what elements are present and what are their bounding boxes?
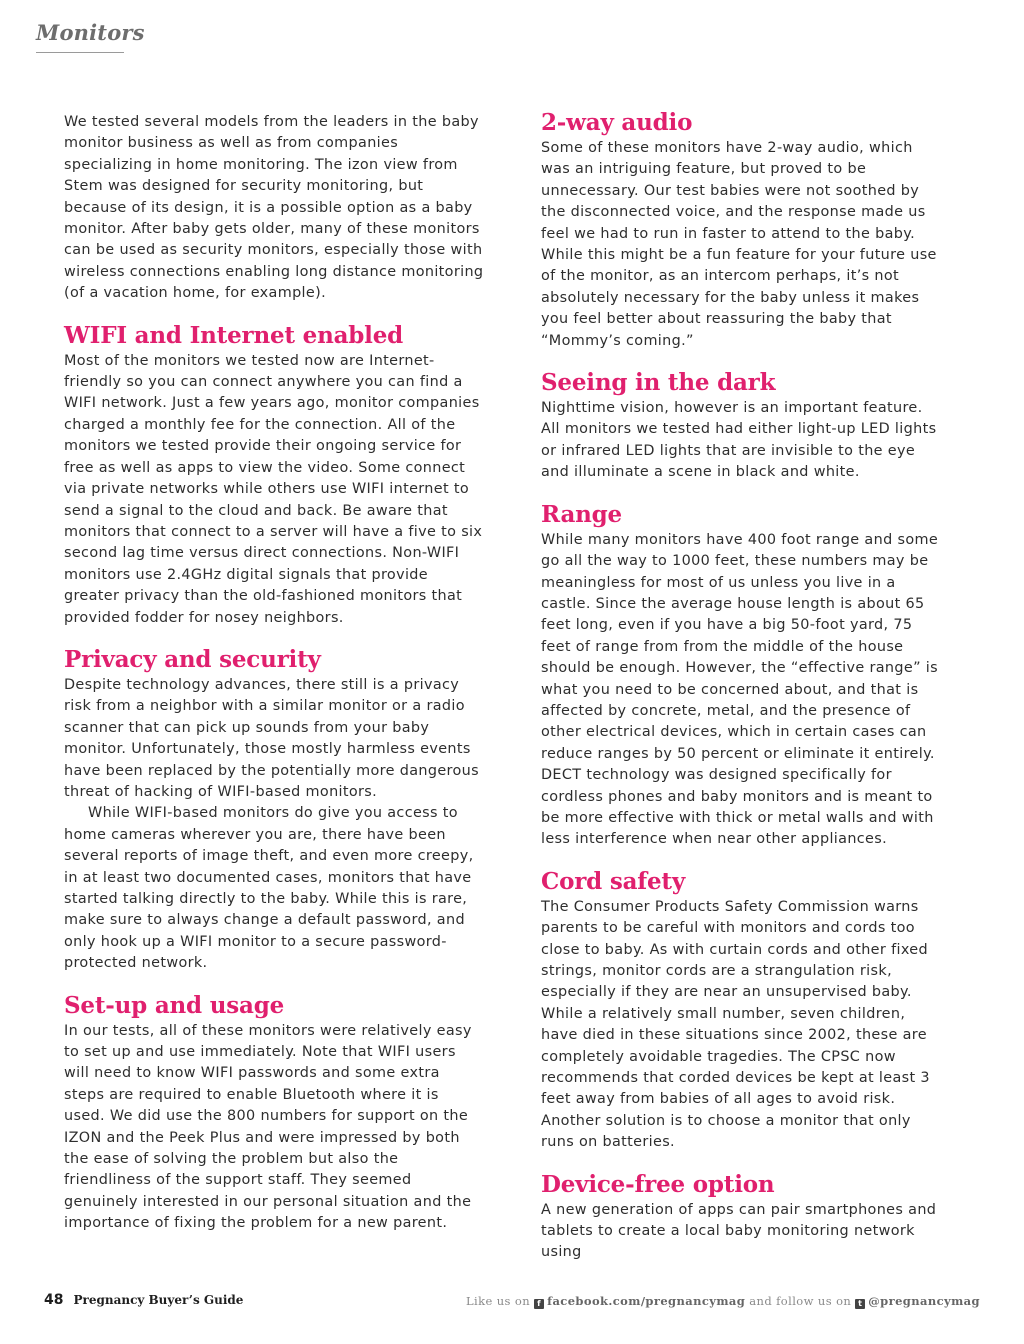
device-free-paragraph: A new generation of apps can pair smartphones and tablets to create a local baby monitoring network using: [541, 1201, 937, 1261]
audio-paragraph: Some of these monitors have 2-way audio, which was an intriguing feature, but proved to be unnecessary. Our test babies were not soothed by the disconnected voice, and the response made us feel we had to run in faster to attend to the baby. While this might be a fun feature for your future use of the monitor, as an intercom perhaps, it’s not absolutely necessary for the baby unless it makes you feel better about reassuring the baby that “Mommy’s coming.”: [541, 140, 937, 349]
privacy-paragraph-1: Despite technology advances, there still is a privacy risk from a neighbor with a similar monitor or a radio scanner that can pick up sounds from your baby monitor. Unfortunately, those mostly harmless events have been replaced by the potentially more dangerous threat of hacking of WIFI-based monitors.: [64, 676, 479, 800]
dark-paragraph: Nighttime vision, however is an important feature. All monitors we tested had either light-up LED lights or infrared LED lights that are invisible to the eye and illuminate a scene in black and white.: [541, 400, 937, 481]
setup-paragraph: In our tests, all of these monitors were relatively easy to set up and use immediately. Note that WIFI users will need to know WIFI passwords and some extra steps are required to enable Bluetooth where it is used. We did use the 800 numbers for support on the IZON and the Peek Plus and were impressed by both the ease of solving the problem but also the friendliness of the support staff. They seemed genuinely interested in our personal situation and the importance of fixing the problem for a new parent.: [64, 1022, 472, 1232]
page-number: 48: [44, 1292, 64, 1308]
privacy-paragraph-2: While WIFI-based monitors do give you access to home cameras wherever you are, there have been several reports of image theft, and even more creepy, in at least two documented cases, monitors that have started talking directly to the baby. While this is rare, make sure to always change a default password, and only hook up a WIFI monitor to a secure password-protected network.: [64, 805, 474, 972]
heading-privacy: Privacy and security: [64, 645, 321, 673]
like-text: Like us on: [466, 1294, 531, 1308]
follow-text: and follow us on: [749, 1294, 852, 1308]
heading-wifi: WIFI and Internet enabled: [64, 321, 404, 349]
heading-cord: Cord safety: [541, 867, 686, 895]
heading-setup: Set-up and usage: [64, 991, 285, 1019]
section-title-underline: [36, 52, 124, 53]
heading-device-free: Device-free option: [541, 1170, 775, 1198]
footer-folio: [44, 1292, 243, 1308]
facebook-icon: f: [534, 1299, 544, 1309]
heading-audio: 2-way audio: [541, 109, 693, 136]
publication-name: Pregnancy Buyer’s Guide: [73, 1293, 244, 1307]
twitter-icon: t: [855, 1299, 865, 1309]
twitter-handle[interactable]: @pregnancymag: [868, 1294, 980, 1308]
range-paragraph: While many monitors have 400 foot range and some go all the way to 1000 feet, these numbers may be meaningless for most of us unless you live in a castle. Since the average house length is about 65 feet long, even if you have a big 50-foot yard, 75 feet of range from from the middle of the house should be enough. However, the “effective range” is what you need to be concerned about, and that is affected by concrete, metal, and the presence of other electrical devices, which in certain cases can reduce ranges by 50 percent or eliminate it entirely. DECT technology was designed specifically for cordless phones and baby monitors and is meant to be more effective with thick or metal walls and with less interference when near other appliances.: [541, 531, 939, 848]
facebook-link[interactable]: facebook.com/pregnancymag: [547, 1294, 746, 1308]
right-column: [541, 108, 943, 1264]
heading-dark: Seeing in the dark: [541, 369, 776, 397]
left-column: [64, 112, 484, 1235]
intro-paragraph: We tested several models from the leaders in the baby monitor business as well as from companies specializing in home monitoring. The izon view from Stem was designed for security monitoring, but because of its design, it is a possible option as a baby monitor. After baby gets older, many of these monitors can be used as security monitors, especially those with wireless connections enabling long distance monitoring (of a vacation home, for example).: [64, 114, 484, 302]
cord-paragraph: The Consumer Products Safety Commission warns parents to be careful with monitors and cords too close to baby. As with curtain cords and other fixed strings, monitor cords are a strangulation risk, especially if they are near an unsupervised baby. While a relatively small number, seven children, have died in these situations since 2002, these are completely avoidable tragedies. The CPSC now recommends that corded devices be kept at least 3 feet away from babies of all ages to avoid risk. Another solution is to choose a monitor that only runs on batteries.: [541, 898, 930, 1151]
section-title: Monitors: [36, 20, 145, 45]
footer-social: [466, 1294, 980, 1309]
wifi-paragraph: Most of the monitors we tested now are Internet-friendly so you can connect anywhere you can find a WIFI network. Just a few years ago, monitor companies charged a monthly fee for the connection. All of the monitors we tested provide their ongoing service for free as well as apps to view the video. Some connect via private networks while others use WIFI internet to send a signal to the cloud and back. Be aware that monitors that connect to a server will have a five to six second lag time versus direct connections. Non-WIFI monitors use 2.4GHz digital signals that provide greater privacy than the old-fashioned monitors that provided fodder for nosey neighbors.: [64, 352, 483, 626]
heading-range: Range: [541, 500, 622, 528]
